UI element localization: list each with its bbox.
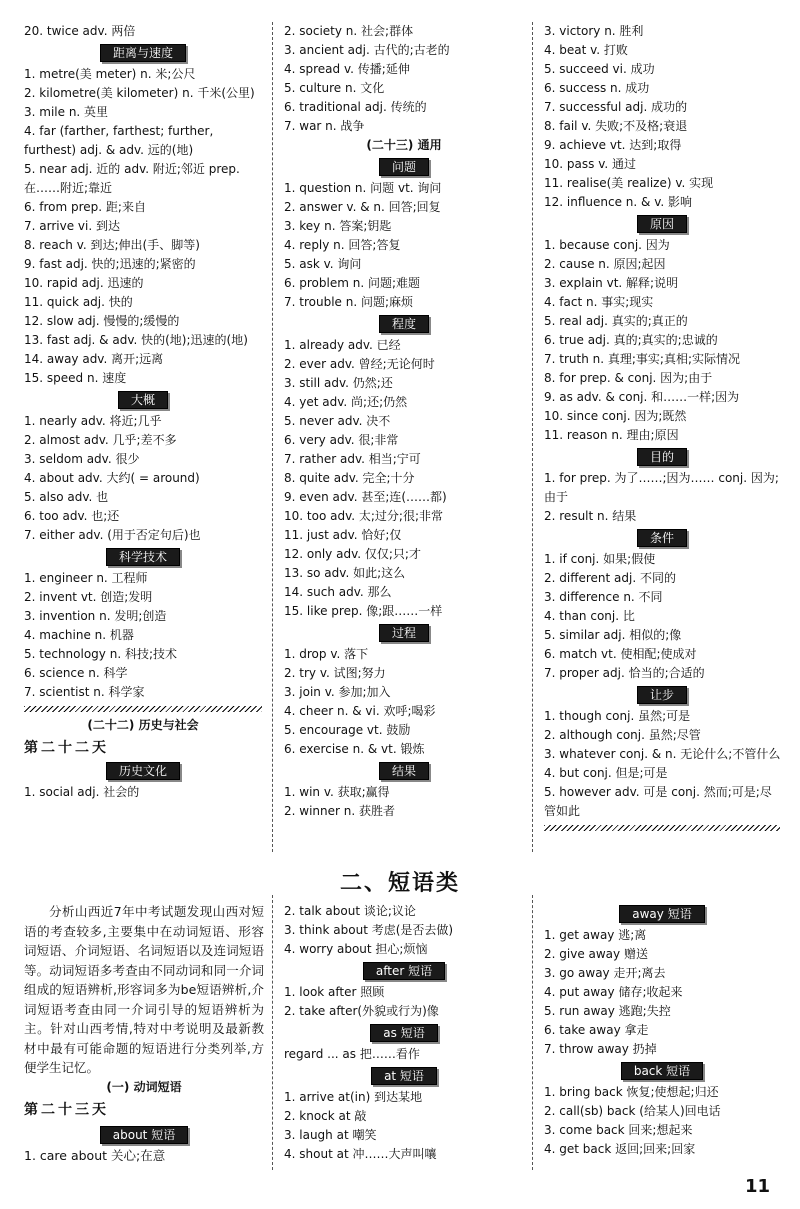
list-item: 3. key n. 答案;钥匙 [284, 219, 392, 233]
list-item: 5. however adv. 可是 conj. 然而;可是;尽管如此 [544, 785, 772, 818]
list-item: 10. too adv. 太;过分;很;非常 [284, 509, 444, 523]
section-badge-at: at 短语 [371, 1067, 437, 1085]
section-badge-tech: 科学技术 [106, 548, 180, 566]
list-item: 6. traditional adj. 传统的 [284, 100, 427, 114]
section-badge-reason: 原因 [637, 215, 687, 233]
list-item: 5. encourage vt. 鼓励 [284, 723, 411, 737]
list-item: 2. give away 赠送 [544, 947, 648, 961]
list-item: 6. from prep. 距;来自 [24, 200, 146, 214]
list-item: 1. question n. 问题 vt. 询问 [284, 181, 442, 195]
list-item: 7. successful adj. 成功的 [544, 100, 688, 114]
list-item: 5. near adj. 近的 adv. 附近;邻近 prep. 在……附近;靠近 [24, 162, 240, 195]
list-item: 4. shout at 冲……大声叫嚷 [284, 1147, 437, 1161]
list-item: 4. fact n. 事实;现实 [544, 295, 654, 309]
list-item: 3. think about 考虑(是否去做) [284, 923, 454, 937]
list-item: 1. look after 照顾 [284, 985, 385, 999]
list-item: 2. ever adv. 曾经;无论何时 [284, 357, 435, 371]
list-item: 2. almost adv. 几乎;差不多 [24, 433, 177, 447]
list-item: 8. for prep. & conj. 因为;由于 [544, 371, 713, 385]
list-item: 6. match vt. 使相配;使成对 [544, 647, 697, 661]
list-item: 9. as adv. & conj. 和……一样;因为 [544, 390, 740, 404]
subsection-heading: (一) 动词短语 [106, 1079, 182, 1094]
list-item: 4. far (farther, farthest; further, furthest) adj. & adv. 远的(地) [24, 124, 214, 157]
list-item: 4. about adv. 大约( = around) [24, 471, 200, 485]
column-divider [532, 22, 533, 852]
list-item: 7. scientist n. 科学家 [24, 685, 145, 699]
page-number: 11 [744, 1176, 770, 1197]
list-item: 10. pass v. 通过 [544, 157, 636, 171]
list-item: 5. run away 逃跑;失控 [544, 1004, 671, 1018]
list-item: 2. cause n. 原因;起因 [544, 257, 666, 271]
list-item: 5. ask v. 询问 [284, 257, 362, 271]
list-item: 2. winner n. 获胜者 [284, 804, 395, 818]
list-item: 6. too adv. 也;还 [24, 509, 120, 523]
bottom-column-3 [544, 902, 780, 1159]
section-badge-distance: 距离与速度 [100, 44, 186, 62]
list-item: 5. real adj. 真实的;真正的 [544, 314, 688, 328]
intro-paragraph: 分析山西近7年中考试题发现山西对短语的考查较多,主要集中在动词短语、形容词短语、介词短语、名词短语以及连词短语等。动词短语多考查由不同动词和同一介词组成的短语辨析,形容词多为be短语辨析,介词短语考查由同一介词引导的短语辨析为主。针对山西考情,特对中考说明及最新教材中最有可能命题的短语进行分类列举,方便学生记忆。 [24, 904, 264, 1075]
list-item: 4. cheer n. & vi. 欢呼;喝彩 [284, 704, 436, 718]
list-item: 3. come back 回来;想起来 [544, 1123, 693, 1137]
wave-divider [544, 825, 780, 831]
list-item: 1. win v. 获取;赢得 [284, 785, 390, 799]
list-item: regard ... as 把……看作 [284, 1047, 420, 1061]
list-item: 6. take away 拿走 [544, 1023, 649, 1037]
list-item: 4. yet adv. 尚;还;仍然 [284, 395, 408, 409]
list-item: 12. only adv. 仅仅;只;才 [284, 547, 421, 561]
list-item: 1. already adv. 已经 [284, 338, 401, 352]
section-badge-condition: 条件 [637, 529, 687, 547]
list-item: 1. metre(美 meter) n. 米;公尺 [24, 67, 196, 81]
list-item: 4. spread v. 传播;延伸 [284, 62, 410, 76]
list-item: 2. although conj. 虽然;尽管 [544, 728, 701, 742]
list-item: 6. very adv. 很;非常 [284, 433, 399, 447]
list-item: 6. success n. 成功 [544, 81, 650, 95]
list-item: 11. reason n. 理由;原因 [544, 428, 679, 442]
list-item: 6. exercise n. & vt. 锻炼 [284, 742, 425, 756]
section-badge-about: about 短语 [100, 1126, 188, 1144]
list-item: 2. call(sb) back (给某人)回电话 [544, 1104, 721, 1118]
list-item: 20. twice adv. 两倍 [24, 24, 136, 38]
section-badge-degree: 程度 [379, 315, 429, 333]
day-heading: 第二十三天 [24, 1102, 109, 1118]
list-item: 8. fail v. 失败;不及格;衰退 [544, 119, 688, 133]
list-item: 13. fast adj. & adv. 快的(地);迅速的(地) [24, 333, 248, 347]
bottom-column-2 [284, 902, 524, 1164]
list-item: 4. machine n. 机器 [24, 628, 134, 642]
section-badge-question: 问题 [379, 158, 429, 176]
list-item: 2. different adj. 不同的 [544, 571, 676, 585]
list-item: 3. go away 走开;离去 [544, 966, 666, 980]
list-item: 9. fast adj. 快的;迅速的;紧密的 [24, 257, 196, 271]
list-item: 3. seldom adv. 很少 [24, 452, 140, 466]
list-item: 3. invention n. 发明;创造 [24, 609, 167, 623]
list-item: 6. true adj. 真的;真实的;忠诚的 [544, 333, 718, 347]
list-item: 5. succeed vi. 成功 [544, 62, 655, 76]
list-item: 3. explain vt. 解释;说明 [544, 276, 679, 290]
list-item: 1. care about 关心;在意 [24, 1148, 166, 1163]
list-item: 5. also adv. 也 [24, 490, 109, 504]
list-item: 8. reach v. 到达;伸出(手、脚等) [24, 238, 200, 252]
section-badge-purpose: 目的 [637, 448, 687, 466]
list-item: 14. away adv. 离开;远离 [24, 352, 164, 366]
list-item: 7. trouble n. 问题;麻烦 [284, 295, 414, 309]
list-item: 5. culture n. 文化 [284, 81, 385, 95]
list-item: 3. ancient adj. 古代的;古老的 [284, 43, 450, 57]
column-2 [284, 22, 524, 821]
list-item: 2. result n. 结果 [544, 509, 637, 523]
list-item: 4. put away 储存;收起来 [544, 985, 683, 999]
list-item: 2. talk about 谈论;议论 [284, 904, 416, 918]
column-1 [24, 22, 262, 802]
list-item: 5. technology n. 科技;技术 [24, 647, 177, 661]
list-item: 3. laugh at 嘲笑 [284, 1128, 377, 1142]
list-item: 6. science n. 科学 [24, 666, 128, 680]
list-item: 4. but conj. 但是;可是 [544, 766, 668, 780]
column-3 [544, 22, 780, 835]
list-item: 2. knock at 敲 [284, 1109, 367, 1123]
list-item: 1. because conj. 因为 [544, 238, 670, 252]
list-item: 1. if conj. 如果;假使 [544, 552, 656, 566]
list-item: 12. slow adj. 慢慢的;缓慢的 [24, 314, 180, 328]
subsection-heading: (二十二) 历史与社会 [87, 718, 199, 732]
list-item: 3. whatever conj. & n. 无论什么;不管什么 [544, 747, 781, 761]
list-item: 1. though conj. 虽然;可是 [544, 709, 691, 723]
list-item: 4. reply n. 回答;答复 [284, 238, 401, 252]
section-badge-history: 历史文化 [106, 762, 180, 780]
subsection-heading: (二十三) 通用 [366, 138, 442, 152]
list-item: 3. join v. 参加;加入 [284, 685, 391, 699]
list-item: 7. either adv. (用于否定句后)也 [24, 528, 201, 542]
section-badge-back: back 短语 [621, 1062, 703, 1080]
list-item: 1. bring back 恢复;使想起;归还 [544, 1085, 719, 1099]
section-badge-as: as 短语 [370, 1024, 437, 1042]
list-item: 2. try v. 试图;努力 [284, 666, 386, 680]
list-item: 8. quite adv. 完全;十分 [284, 471, 415, 485]
list-item: 7. proper adj. 恰当的;合适的 [544, 666, 705, 680]
list-item: 15. speed n. 速度 [24, 371, 127, 385]
list-item: 5. similar adj. 相似的;像 [544, 628, 682, 642]
list-item: 1. drop v. 落下 [284, 647, 369, 661]
list-item: 11. realise(美 realize) v. 实现 [544, 176, 714, 190]
list-item: 12. influence n. & v. 影响 [544, 195, 692, 209]
list-item: 3. victory n. 胜利 [544, 24, 644, 38]
list-item: 3. difference n. 不同 [544, 590, 663, 604]
list-item: 9. achieve vt. 达到;取得 [544, 138, 682, 152]
list-item: 5. never adv. 决不 [284, 414, 391, 428]
section-badge-away: away 短语 [619, 905, 704, 923]
bottom-column-1 [24, 902, 264, 1166]
list-item: 11. quick adj. 快的 [24, 295, 133, 309]
list-item: 1. for prep. 为了……;因为…… conj. 因为;由于 [544, 471, 779, 504]
list-item: 7. rather adv. 相当;宁可 [284, 452, 421, 466]
column-divider [272, 895, 273, 1170]
list-item: 4. worry about 担心;烦恼 [284, 942, 428, 956]
list-item: 3. mile n. 英里 [24, 105, 109, 119]
section-badge-result: 结果 [379, 762, 429, 780]
column-divider [532, 895, 533, 1170]
list-item: 7. arrive vi. 到达 [24, 219, 120, 233]
list-item: 11. just adv. 恰好;仅 [284, 528, 402, 542]
list-item: 4. get back 返回;回来;回家 [544, 1142, 696, 1156]
section-badge-process: 过程 [379, 624, 429, 642]
list-item: 14. such adv. 那么 [284, 585, 392, 599]
section-title: 二、短语类 [339, 870, 460, 896]
list-item: 7. war n. 战争 [284, 119, 365, 133]
list-item: 1. engineer n. 工程师 [24, 571, 148, 585]
list-item: 2. kilometre(美 kilometer) n. 千米(公里) [24, 86, 255, 100]
list-item: 7. throw away 扔掉 [544, 1042, 657, 1056]
list-item: 4. beat v. 打败 [544, 43, 628, 57]
column-divider [272, 22, 273, 852]
section-badge-after: after 短语 [363, 962, 445, 980]
list-item: 3. still adv. 仍然;还 [284, 376, 393, 390]
list-item: 2. take after(外貌或行为)像 [284, 1004, 439, 1018]
list-item: 7. truth n. 真理;事实;真相;实际情况 [544, 352, 740, 366]
list-item: 10. rapid adj. 迅速的 [24, 276, 144, 290]
list-item: 15. like prep. 像;跟……一样 [284, 604, 443, 618]
list-item: 1. get away 逃;离 [544, 928, 647, 942]
list-item: 2. society n. 社会;群体 [284, 24, 414, 38]
list-item: 2. answer v. & n. 回答;回复 [284, 200, 441, 214]
list-item: 13. so adv. 如此;这么 [284, 566, 406, 580]
list-item: 2. invent vt. 创造;发明 [24, 590, 153, 604]
list-item: 9. even adv. 甚至;连(……都) [284, 490, 447, 504]
list-item: 10. since conj. 因为;既然 [544, 409, 687, 423]
list-item: 1. arrive at(in) 到达某地 [284, 1090, 423, 1104]
list-item: 1. social adj. 社会的 [24, 785, 140, 799]
list-item: 1. nearly adv. 将近;几乎 [24, 414, 162, 428]
wave-divider [24, 706, 262, 712]
list-item: 6. problem n. 问题;难题 [284, 276, 421, 290]
section-badge-concession: 让步 [637, 686, 687, 704]
list-item: 4. than conj. 比 [544, 609, 635, 623]
day-heading: 第二十二天 [24, 740, 109, 756]
section-badge-approx: 大概 [118, 391, 168, 409]
